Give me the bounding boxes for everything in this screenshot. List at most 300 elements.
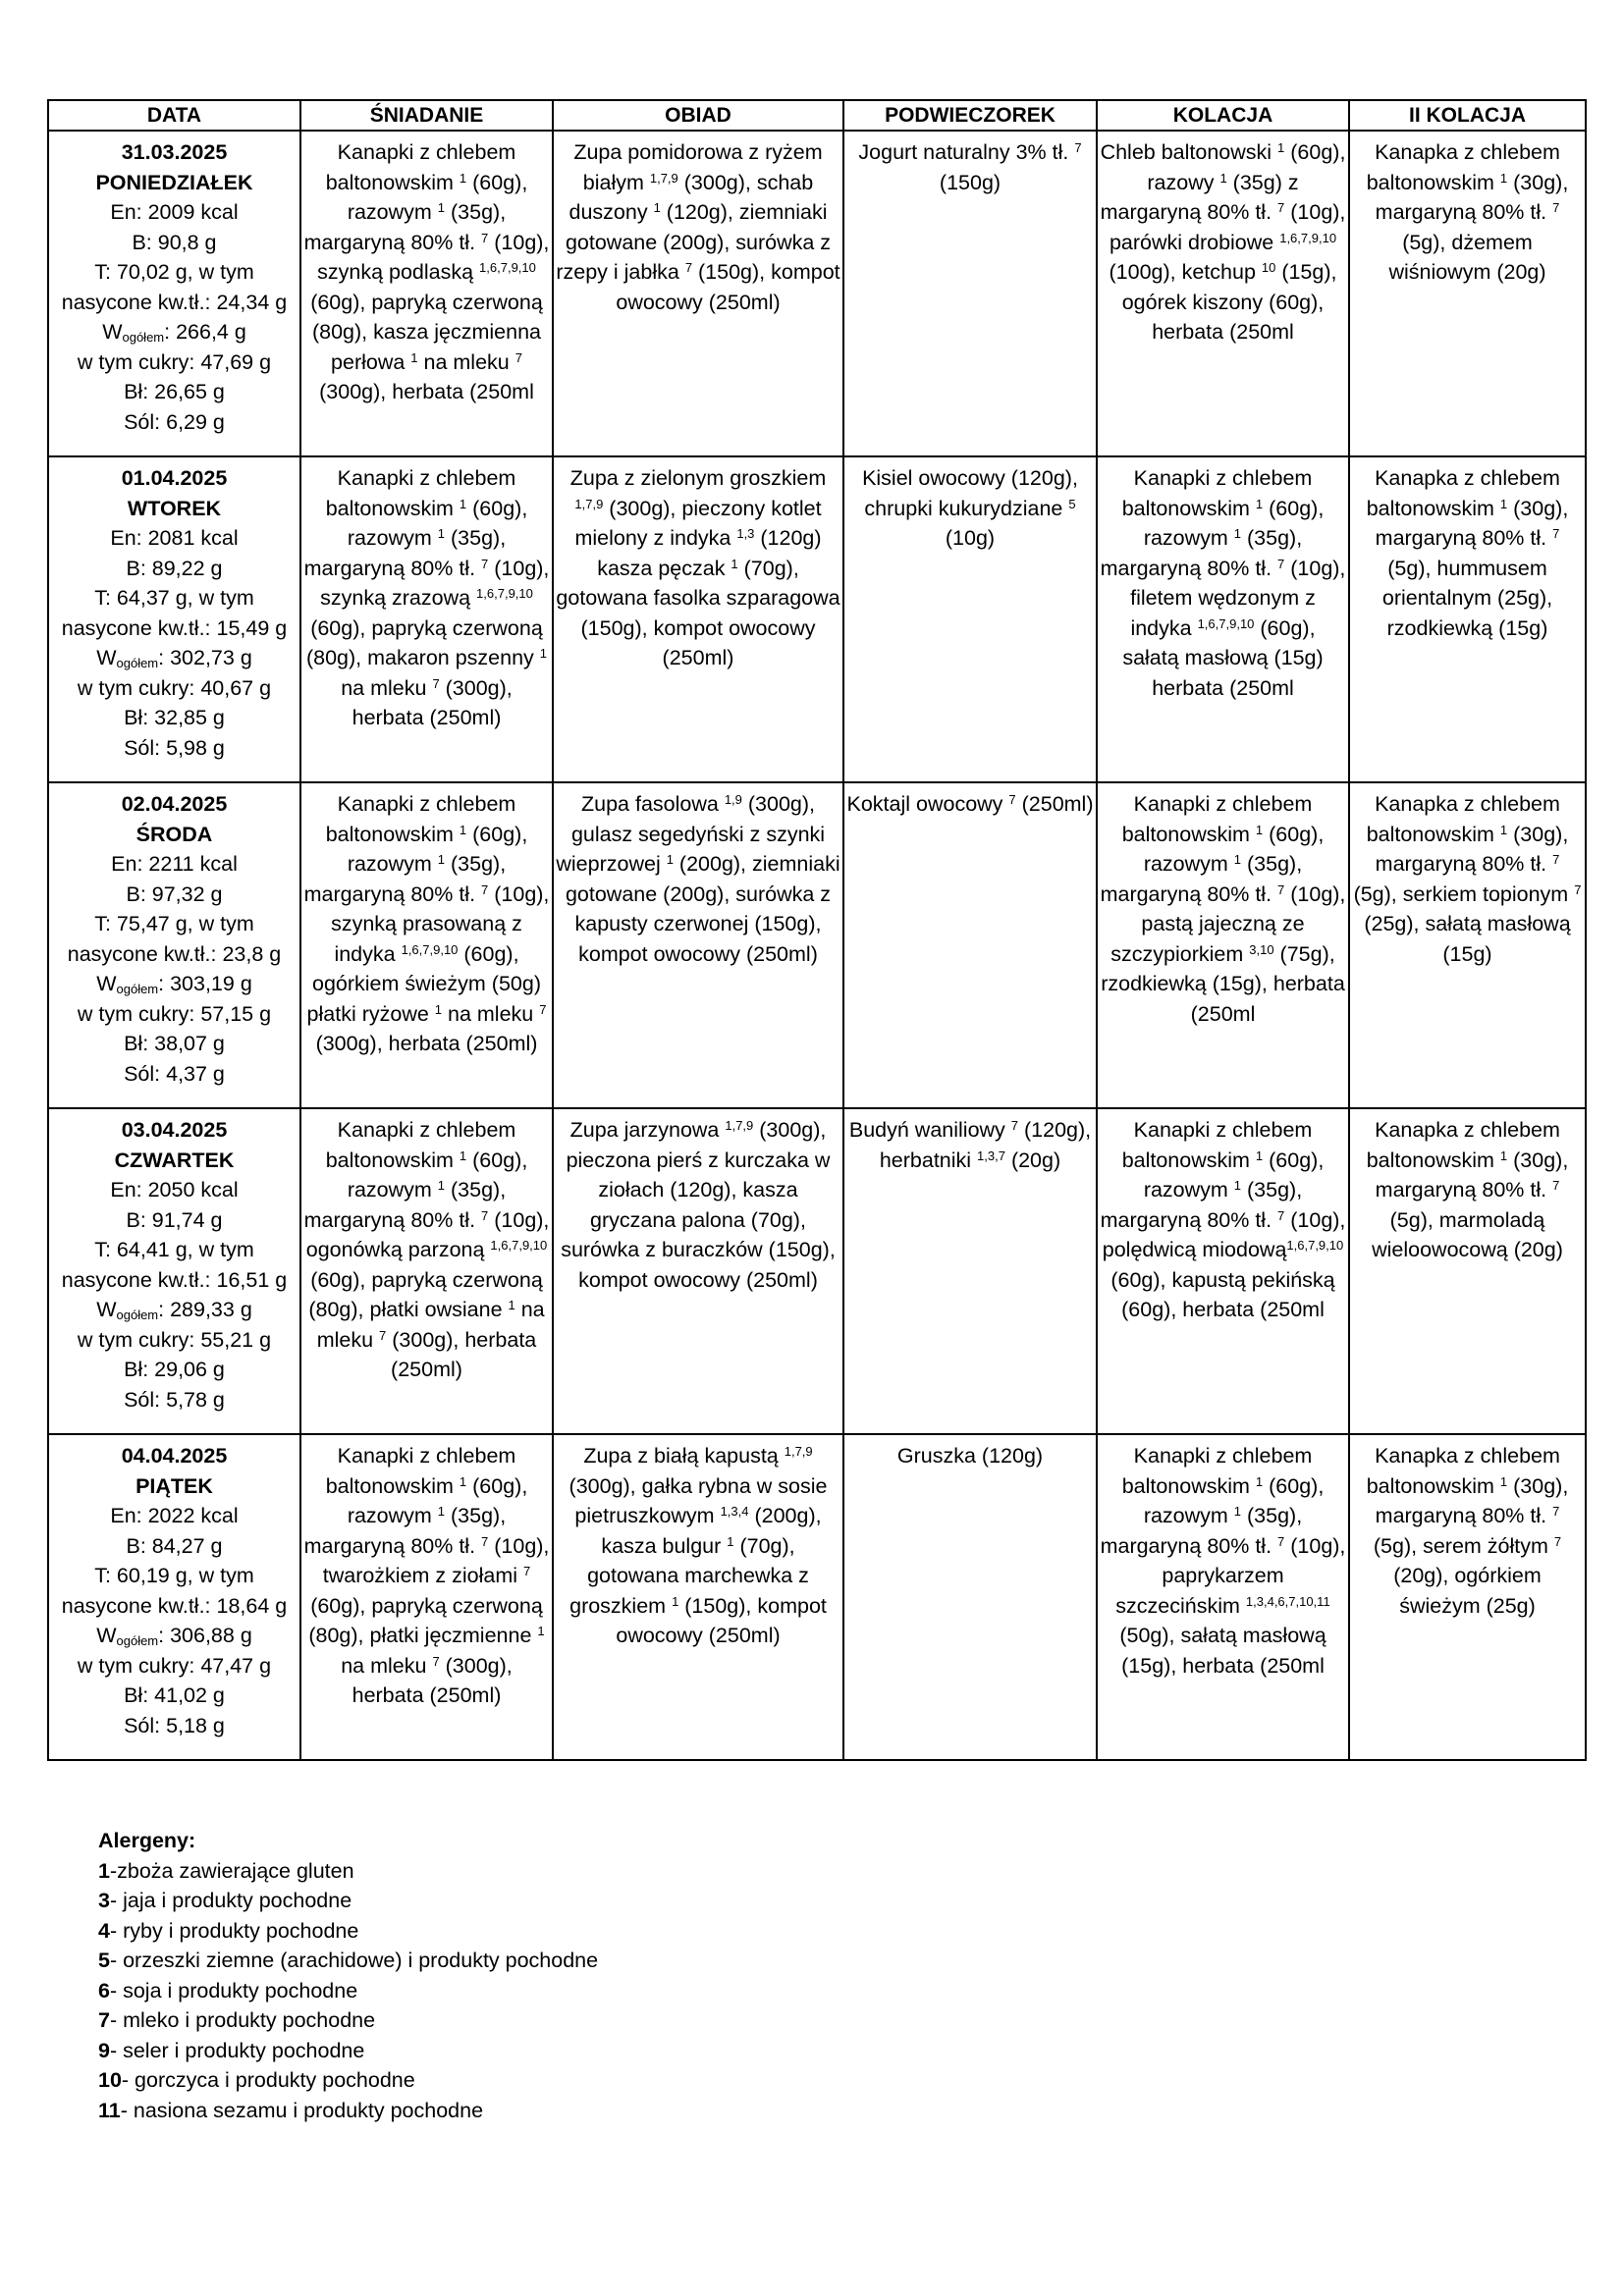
allergen-marker: 7 xyxy=(1552,852,1560,867)
text-run: na mleku xyxy=(442,1001,540,1026)
allergen-marker: 1 xyxy=(539,646,548,661)
text-run: T: 60,19 g, w tym xyxy=(94,1564,254,1587)
text-run: W xyxy=(96,972,117,995)
text-run: T: 70,02 g, w tym xyxy=(94,260,254,284)
allergen-marker: 7 xyxy=(1553,1533,1562,1549)
nutrition-line xyxy=(51,523,298,554)
text-run: Kanapka z chlebem baltonowskim xyxy=(1366,140,1560,194)
text-run: T: 64,41 g, w tym xyxy=(94,1238,254,1261)
allergen-marker: 7 xyxy=(1010,1118,1019,1133)
nutrition-line xyxy=(51,1531,298,1562)
allergen-marker: 1,6,7,9,10 xyxy=(479,260,536,275)
allergen-number: 4 xyxy=(98,1918,110,1943)
meal-cell-ii-kolacja xyxy=(1349,131,1586,456)
day-info-cell xyxy=(48,782,300,1108)
text-run: (60g), razowym xyxy=(347,1148,528,1201)
text-run: (30g), margaryną 80% tł. xyxy=(1375,170,1569,224)
nutrition-line xyxy=(51,999,298,1030)
allergen-number: 5 xyxy=(98,1949,110,1972)
text-run: (5g), marmoladą wieloowocową (20g) xyxy=(1372,1207,1563,1261)
text-run: (10g), ogonówką parzoną xyxy=(305,1207,550,1261)
text-run: (75g), rzodkiewką (15g), herbata (250ml xyxy=(1101,941,1345,1026)
allergen-description: - jaja i produkty pochodne xyxy=(109,1889,352,1912)
allergen-marker: 7 xyxy=(1277,1207,1285,1223)
menu-table xyxy=(47,99,1587,1761)
nutrition-line xyxy=(51,1175,298,1205)
allergen-marker: 1 xyxy=(1233,1504,1242,1519)
header-row xyxy=(48,100,1586,131)
allergen-marker: 1 xyxy=(459,1473,467,1489)
allergen-marker: 7 xyxy=(481,1207,489,1223)
allergen-number: 1 xyxy=(98,1858,110,1883)
day-name: PONIEDZIAŁEK xyxy=(95,170,253,194)
text-run: (60g), razowym xyxy=(347,170,528,224)
day-date: 01.04.2025 xyxy=(121,466,228,490)
allergen-item xyxy=(98,1856,598,1887)
text-run: w tym cukry: 55,21 g xyxy=(77,1327,272,1352)
text-run: Kanapki z chlebem baltonowskim xyxy=(325,792,516,846)
meal-cell-kolacja xyxy=(1097,456,1349,782)
allergen-marker: 7 xyxy=(684,260,693,275)
allergen-marker: 1,6,7,9,10 xyxy=(1286,1238,1344,1253)
meal-cell-kolacja xyxy=(1097,782,1349,1108)
subscript: ogółem xyxy=(116,1308,159,1322)
meal-cell-ii-kolacja xyxy=(1349,1434,1586,1760)
allergen-number: 7 xyxy=(98,2008,110,2032)
allergen-marker: 7 xyxy=(1277,881,1285,897)
text-run: Kanapki z chlebem baltonowskim xyxy=(1121,466,1313,520)
text-run: (20g) xyxy=(1004,1148,1061,1172)
allergen-marker: 1,7,9 xyxy=(649,170,678,186)
nutrition-line xyxy=(51,1235,298,1265)
text-run: Kanapka z chlebem baltonowskim xyxy=(1366,466,1560,520)
day-date: 04.04.2025 xyxy=(121,1444,228,1468)
text-run: (300g), gulasz segedyński z szynki wieprzowej xyxy=(556,792,826,876)
header-data: DATA xyxy=(48,100,300,131)
day-name: PIĄTEK xyxy=(135,1473,213,1498)
nutrition-line xyxy=(51,673,298,704)
day-name: WTOREK xyxy=(127,496,222,520)
allergen-marker: 1 xyxy=(437,852,446,867)
allergen-number: 10 xyxy=(98,2068,122,2092)
text-run: (60g), razowym xyxy=(347,496,528,550)
text-run: W xyxy=(102,320,123,344)
text-run: Bł: 32,85 g xyxy=(124,706,225,729)
text-run: : 289,33 g xyxy=(158,1298,252,1321)
allergen-item xyxy=(98,2096,598,2126)
allergen-marker: 1 xyxy=(1255,1148,1264,1163)
allergen-number: 6 xyxy=(98,1978,110,2002)
text-run: (25g), sałatą masłową (15g) xyxy=(1364,912,1571,966)
text-run: (60g), papryką czerwoną (80g), płatki owsiane xyxy=(308,1267,543,1321)
day-date: 03.04.2025 xyxy=(121,1118,228,1142)
allergen-description: -zboża zawierające gluten xyxy=(109,1858,354,1883)
meal-cell-ii-kolacja xyxy=(1349,456,1586,782)
allergen-marker: 7 xyxy=(1552,1178,1560,1193)
allergen-marker: 7 xyxy=(1552,526,1560,541)
text-run: (10g), polędwicą miodową xyxy=(1102,1207,1346,1261)
text-run: T: 64,37 g, w tym xyxy=(94,586,254,610)
allergen-number: 11 xyxy=(98,2098,121,2122)
text-run: (10g), twarożkiem z ziołami xyxy=(322,1533,550,1587)
meal-cell-kolacja xyxy=(1097,1434,1349,1760)
text-run: (60g), razowym xyxy=(1143,496,1325,550)
text-run: (250ml) xyxy=(1015,792,1094,816)
allergen-marker: 1,3 xyxy=(736,526,755,541)
text-run: nasycone kw.tł.: 15,49 g xyxy=(61,615,288,640)
day-info-cell xyxy=(48,1434,300,1760)
text-run: (60g), razowy xyxy=(1147,140,1346,194)
text-run: Zupa fasolowa xyxy=(581,792,725,816)
text-run: (10g), szynką zrazową xyxy=(320,556,550,610)
day-row xyxy=(48,456,1586,782)
text-run: (60g), papryką czerwoną (80g), kasza jęczmienna perłowa xyxy=(310,290,543,374)
text-run: Zupa pomidorowa z ryżem białym xyxy=(573,140,823,194)
subscript: ogółem xyxy=(116,656,159,670)
allergen-marker: 1 xyxy=(1255,822,1264,837)
allergen-marker: 1,7,9 xyxy=(784,1444,813,1459)
text-run: (300g), gałka rybna w sosie pietruszkowym xyxy=(568,1473,828,1527)
allergen-marker: 1,6,7,9,10 xyxy=(401,941,459,957)
text-run: (10g), filetem wędzonym z indyka xyxy=(1130,556,1346,640)
text-run: (150g), kompot owocowy (250ml) xyxy=(616,260,840,314)
allergen-marker: 1 xyxy=(1277,140,1285,155)
text-run: Jogurt naturalny 3% tł. xyxy=(858,140,1075,164)
allergen-marker: 7 xyxy=(432,1653,440,1669)
nutrition-line xyxy=(51,1711,298,1741)
nutrition-line xyxy=(51,347,298,378)
text-run: (300g), herbata (250ml) xyxy=(352,1653,513,1707)
text-run: (50g), sałatą masłową (15g), herbata (250ml xyxy=(1119,1624,1326,1678)
allergen-marker: 1 xyxy=(1499,496,1508,511)
text-run: B: 84,27 g xyxy=(126,1533,223,1558)
allergen-marker: 1 xyxy=(459,1148,467,1163)
text-run: B: 97,32 g xyxy=(126,881,223,906)
text-run: En: 2211 kcal xyxy=(111,852,238,876)
text-run: W xyxy=(96,1624,117,1647)
text-run: (300g), pieczony kotlet mielony z indyka xyxy=(574,496,822,550)
allergen-marker: 7 xyxy=(481,556,489,571)
text-run: W xyxy=(96,646,117,669)
text-run: : 303,19 g xyxy=(158,972,252,995)
allergen-marker: 1,6,7,9,10 xyxy=(1279,230,1337,245)
text-run: (300g), schab duszony xyxy=(568,170,814,224)
allergen-marker: 1 xyxy=(672,1593,679,1609)
nutrition-line xyxy=(51,614,298,644)
text-run: Sól: 5,78 g xyxy=(124,1387,225,1412)
text-run: (200g), ziemniaki gotowane (200g), surówka z kapusty czerwonej (150g), kompot owocowy (250ml) xyxy=(565,852,840,966)
text-run: Kanapki z chlebem baltonowskim xyxy=(1121,1444,1313,1498)
text-run: (300g), pieczona pierś z kurczaka w ziołach (120g), kasza gryczana palona (70g), surówka z buraczków (150g), kompot owocowy (250ml) xyxy=(561,1118,836,1292)
meal-cell-sniadanie xyxy=(300,1434,553,1760)
meal-cell-obiad xyxy=(553,131,843,456)
text-run: En: 2022 kcal xyxy=(110,1504,239,1527)
allergen-item xyxy=(98,2036,598,2066)
text-run: (35g), margaryną 80% tł. xyxy=(303,526,507,580)
subscript: ogółem xyxy=(116,1633,159,1648)
text-run: Sól: 6,29 g xyxy=(124,409,225,434)
header-ii-kolacja: II KOLACJA xyxy=(1349,100,1586,131)
allergen-marker: 1 xyxy=(437,200,446,215)
day-info-cell xyxy=(48,1108,300,1434)
allergens-title: Alergeny: xyxy=(98,1829,196,1852)
allergen-marker: 7 xyxy=(1074,140,1082,155)
allergen-marker: 7 xyxy=(514,349,522,365)
meal-cell-ii-kolacja xyxy=(1349,782,1586,1108)
text-run: (10g), paprykarzem szczecińskim xyxy=(1115,1533,1346,1618)
allergen-marker: 1 xyxy=(459,496,467,511)
text-run: Bł: 26,65 g xyxy=(124,380,225,403)
nutrition-line xyxy=(51,1265,298,1296)
text-run: W xyxy=(96,1298,117,1321)
text-run: (60g), razowym xyxy=(1143,1473,1325,1527)
nutrition-line xyxy=(51,554,298,584)
allergen-marker: 7 xyxy=(432,675,440,691)
text-run: (10g), szynką podlaską xyxy=(317,230,550,284)
allergen-marker: 1 xyxy=(437,1178,446,1193)
text-run: (5g), dżemem wiśniowym (20g) xyxy=(1388,230,1546,284)
meal-cell-ii-kolacja xyxy=(1349,1108,1586,1434)
nutrition-line xyxy=(51,849,298,880)
text-run: na mleku xyxy=(316,1298,545,1352)
text-run: (35g), margaryną 80% tł. xyxy=(1100,1178,1303,1232)
text-run: (35g), margaryną 80% tł. xyxy=(303,1504,507,1558)
allergen-marker: 1,9 xyxy=(724,792,742,807)
meal-cell-podwieczorek xyxy=(843,782,1097,1108)
text-run: (300g), herbata (250ml) xyxy=(352,675,513,729)
text-run: Kanapki z chlebem baltonowskim xyxy=(325,140,516,194)
text-run: (10g), parówki drobiowe xyxy=(1109,200,1346,254)
text-run: (70g), gotowana fasolka szparagowa (150g), kompot owocowy (250ml) xyxy=(556,556,840,669)
nutrition-line xyxy=(51,317,298,347)
allergen-marker: 1 xyxy=(1233,852,1242,867)
meal-cell-kolacja xyxy=(1097,131,1349,456)
header-kolacja: KOLACJA xyxy=(1097,100,1349,131)
allergen-description: - orzeszki ziemne (arachidowe) i produkty pochodne xyxy=(109,1949,599,1972)
allergen-marker: 1 xyxy=(727,1533,734,1549)
allergen-marker: 7 xyxy=(481,881,489,897)
text-run: na mleku xyxy=(417,349,515,374)
day-info-cell xyxy=(48,131,300,456)
meal-cell-kolacja xyxy=(1097,1108,1349,1434)
nutrition-line xyxy=(51,583,298,614)
allergen-description: - nasiona sezamu i produkty pochodne xyxy=(120,2098,484,2122)
text-run: nasycone kw.tł.: 24,34 g xyxy=(61,290,288,314)
text-run: Gruszka (120g) xyxy=(896,1444,1044,1468)
allergen-marker: 1,7,9 xyxy=(574,496,604,511)
nutrition-line xyxy=(51,969,298,999)
day-info-cell xyxy=(48,456,300,782)
text-run: (35g), margaryną 80% tł. xyxy=(1100,526,1303,580)
nutrition-line xyxy=(51,288,298,318)
text-run: (300g), herbata (250ml) xyxy=(386,1327,537,1381)
meal-cell-podwieczorek xyxy=(843,456,1097,782)
text-run: w tym cukry: 57,15 g xyxy=(77,1001,272,1026)
text-run: (30g), margaryną 80% tł. xyxy=(1375,822,1569,876)
text-run: Kanapka z chlebem baltonowskim xyxy=(1366,792,1560,846)
menu-body xyxy=(48,131,1586,1760)
text-run: (60g), sałatą masłową (15g) herbata (250ml xyxy=(1122,615,1324,700)
text-run: En: 2081 kcal xyxy=(110,526,239,550)
allergen-marker: 1 xyxy=(537,1624,545,1638)
meal-cell-sniadanie xyxy=(300,456,553,782)
allergen-marker: 7 xyxy=(1574,881,1582,897)
nutrition-line xyxy=(51,1325,298,1356)
text-run: (300g), herbata (250ml) xyxy=(315,1032,538,1055)
day-name: ŚRODA xyxy=(135,822,213,846)
text-run: (30g), margaryną 80% tł. xyxy=(1375,1473,1569,1527)
allergen-marker: 1 xyxy=(731,556,738,571)
text-run: (200g), kasza bulgur xyxy=(601,1504,822,1558)
allergen-marker: 7 xyxy=(379,1327,387,1343)
text-run: Kanapka z chlebem baltonowskim xyxy=(1366,1444,1560,1498)
allergen-marker: 1 xyxy=(1255,496,1264,511)
text-run: Kanapki z chlebem baltonowskim xyxy=(325,1118,516,1172)
text-run: w tym cukry: 40,67 g xyxy=(77,675,272,700)
nutrition-line xyxy=(51,733,298,764)
nutrition-line xyxy=(51,1205,298,1236)
allergen-marker: 1 xyxy=(1233,1178,1242,1193)
allergen-marker: 1,3,7 xyxy=(977,1148,1005,1163)
allergen-marker: 7 xyxy=(539,1001,547,1017)
nutrition-line xyxy=(51,1295,298,1325)
allergen-marker: 7 xyxy=(481,1533,489,1549)
text-run: B: 91,74 g xyxy=(126,1207,223,1232)
allergen-marker: 1 xyxy=(410,349,418,365)
nutrition-line xyxy=(51,1561,298,1591)
nutrition-line xyxy=(51,1621,298,1651)
text-run: (150g) xyxy=(939,170,1001,194)
text-run: (60g), kapustą pekińską (60g), herbata (250ml xyxy=(1110,1267,1335,1321)
allergen-marker: 1 xyxy=(437,1504,446,1519)
allergen-marker: 1 xyxy=(459,822,467,837)
nutrition-line xyxy=(51,377,298,407)
day-row xyxy=(48,1434,1586,1760)
allergens-legend xyxy=(98,1826,598,2125)
text-run: Bł: 41,02 g xyxy=(124,1683,225,1707)
text-run: En: 2050 kcal xyxy=(110,1178,239,1201)
nutrition-line xyxy=(51,880,298,910)
allergen-marker: 1,6,7,9,10 xyxy=(490,1238,548,1253)
text-run: Sól: 4,37 g xyxy=(124,1061,225,1086)
text-run: (5g), hummusem orientalnym (25g), rzodkiewką (15g) xyxy=(1381,556,1553,640)
text-run: (10g), pastą jajeczną ze szczypiorkiem xyxy=(1110,881,1346,966)
allergen-marker: 7 xyxy=(523,1564,531,1578)
meal-cell-obiad xyxy=(553,1434,843,1760)
text-run: (35g), margaryną 80% tł. xyxy=(303,1178,507,1232)
text-run: nasycone kw.tł.: 18,64 g xyxy=(61,1593,288,1618)
text-run: (100g), ketchup xyxy=(1109,260,1262,284)
allergen-marker: 1 xyxy=(459,170,467,186)
allergen-marker: 7 xyxy=(1552,1504,1560,1519)
meal-cell-obiad xyxy=(553,1108,843,1434)
allergen-marker: 1,3,4,6,7,10,11 xyxy=(1245,1593,1330,1609)
text-run: (300g), herbata (250ml xyxy=(319,380,534,403)
nutrition-line xyxy=(51,703,298,733)
meal-cell-obiad xyxy=(553,456,843,782)
allergen-marker: 1 xyxy=(1233,526,1242,541)
text-run: Koktajl owocowy xyxy=(846,792,1009,816)
allergen-list xyxy=(98,1856,598,2126)
nutrition-line xyxy=(51,643,298,673)
allergen-item xyxy=(98,2005,598,2036)
text-run: : 302,73 g xyxy=(158,646,252,669)
text-run: (120g), ziemniaki gotowane (200g), surówka z rzepy i jabłka xyxy=(556,200,832,284)
meal-cell-podwieczorek xyxy=(843,131,1097,456)
allergen-item xyxy=(98,2065,598,2096)
allergen-description: - seler i produkty pochodne xyxy=(109,2038,365,2062)
text-run: (60g), papryką czerwoną (80g), makaron pszenny xyxy=(305,615,543,669)
text-run: nasycone kw.tł.: 16,51 g xyxy=(61,1267,288,1292)
nutrition-line xyxy=(51,1681,298,1711)
nutrition-line xyxy=(51,228,298,258)
header-podwieczorek: PODWIECZOREK xyxy=(843,100,1097,131)
allergen-marker: 1,6,7,9,10 xyxy=(476,586,533,601)
nutrition-line xyxy=(51,1591,298,1622)
text-run: (60g), razowym xyxy=(347,1473,528,1527)
allergen-marker: 1,7,9 xyxy=(725,1118,754,1133)
text-run: T: 75,47 g, w tym xyxy=(94,912,254,935)
allergen-marker: 3,10 xyxy=(1249,941,1274,957)
text-run: (35g), margaryną 80% tł. xyxy=(1100,1504,1303,1558)
text-run: Zupa z białą kapustą xyxy=(583,1444,785,1468)
text-run: (120g) kasza pęczak xyxy=(597,526,822,580)
meal-cell-podwieczorek xyxy=(843,1108,1097,1434)
nutrition-line xyxy=(51,1501,298,1531)
text-run: (35g) z margaryną 80% tł. xyxy=(1100,170,1299,224)
allergen-item xyxy=(98,1886,598,1916)
allergen-marker: 1 xyxy=(1499,1148,1508,1163)
allergen-description: - soja i produkty pochodne xyxy=(109,1978,358,2002)
day-row xyxy=(48,131,1586,456)
day-date: 31.03.2025 xyxy=(121,140,228,164)
allergen-marker: 5 xyxy=(1068,496,1076,511)
text-run: Budyń waniliowy xyxy=(848,1118,1011,1142)
meal-cell-obiad xyxy=(553,782,843,1108)
text-run: B: 90,8 g xyxy=(132,230,217,254)
allergen-marker: 1,3,4 xyxy=(720,1504,749,1519)
text-run: (120g), herbatniki xyxy=(879,1118,1092,1172)
text-run: Zupa jarzynowa xyxy=(569,1118,726,1142)
text-run: : 306,88 g xyxy=(158,1624,252,1647)
allergen-marker: 1 xyxy=(1499,822,1508,837)
text-run: Kanapki z chlebem baltonowskim xyxy=(1121,1118,1313,1172)
nutrition-line xyxy=(51,1029,298,1059)
nutrition-line xyxy=(51,909,298,939)
text-run: (70g), gotowana marchewka z groszkiem xyxy=(569,1533,809,1618)
text-run: Bł: 38,07 g xyxy=(124,1032,225,1055)
subscript: ogółem xyxy=(116,982,159,996)
meal-cell-sniadanie xyxy=(300,782,553,1108)
text-run: Zupa z zielonym groszkiem xyxy=(569,466,827,490)
text-run: (35g), margaryną 80% tł. xyxy=(303,852,507,906)
header-sniadanie: ŚNIADANIE xyxy=(300,100,553,131)
text-run: (10g) xyxy=(945,526,996,550)
day-date: 02.04.2025 xyxy=(121,792,228,816)
text-run: Chleb baltonowski xyxy=(1100,140,1278,164)
allergen-marker: 1 xyxy=(653,200,661,215)
text-run: Kanapki z chlebem baltonowskim xyxy=(325,1444,516,1498)
allergen-marker: 1 xyxy=(437,526,446,541)
allergen-item xyxy=(98,1916,598,1947)
allergen-marker: 7 xyxy=(1277,200,1285,215)
allergen-marker: 7 xyxy=(1008,792,1016,807)
allergen-marker: 1 xyxy=(1255,1473,1264,1489)
text-run: : 266,4 g xyxy=(164,320,246,344)
text-run: Kanapki z chlebem baltonowskim xyxy=(1121,792,1313,846)
allergen-item xyxy=(98,1976,598,2006)
text-run: Kanapka z chlebem baltonowskim xyxy=(1366,1118,1560,1172)
